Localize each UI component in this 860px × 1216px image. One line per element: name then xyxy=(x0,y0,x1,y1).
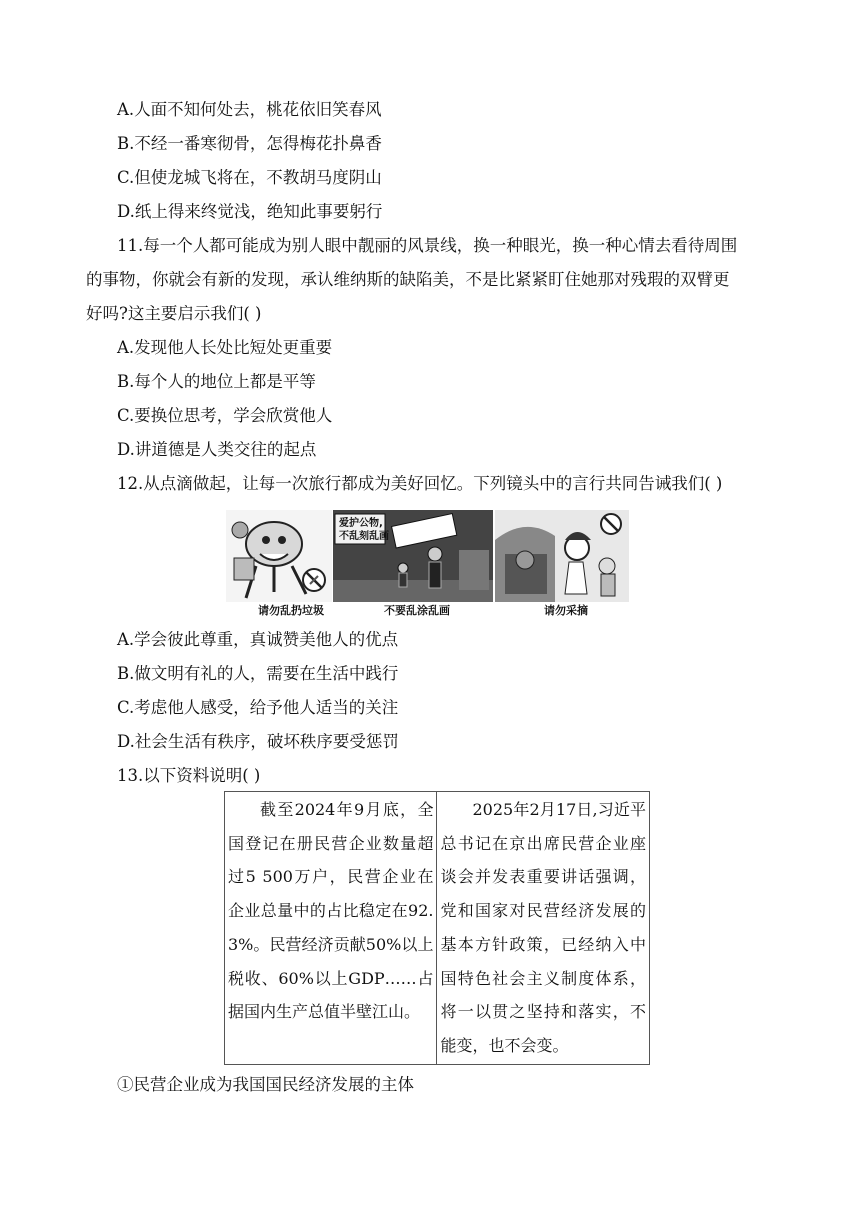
svg-text:爱护公物,: 爱护公物, xyxy=(339,518,383,529)
material-left: 截至2024年9月底，全国登记在册民营企业数量超过5 500万户，民营企业在企业总量中的占比稳定在92.3%。民营经济贡献50%以上税收、60%以上GDP……占据国内生产总值半壁江山。 xyxy=(225,792,437,1065)
q11-stem-line1: 11.每一个人都可能成为别人眼中靓丽的风景线，换一种眼光，换一种心情去看待周围 xyxy=(117,236,738,255)
q10-option-a: A.人面不知何处去，桃花依旧笑春风 xyxy=(117,100,382,119)
q12-option-b: B.做文明有礼的人，需要在生活中践行 xyxy=(117,664,399,683)
caption-panel-3: 请勿采摘 xyxy=(544,604,588,617)
svg-text:不乱刻乱画: 不乱刻乱画 xyxy=(339,531,389,542)
q11-stem-line3: 好吗?这主要启示我们( ) xyxy=(86,304,262,323)
q12-option-d: D.社会生活有秩序，破坏秩序要受惩罚 xyxy=(117,732,399,751)
q11-option-d: D.讲道德是人类交往的起点 xyxy=(117,440,317,459)
q13-stem: 13.以下资料说明( ) xyxy=(117,766,261,785)
q12-stem: 12.从点滴做起，让每一次旅行都成为美好回忆。下列镜头中的言行共同告诫我们( ) xyxy=(117,474,723,493)
q13-item-1: ①民营企业成为我国国民经济发展的主体 xyxy=(117,1075,414,1094)
caption-panel-2: 不要乱涂乱画 xyxy=(384,604,450,617)
caption-panel-1: 请勿乱扔垃圾 xyxy=(258,604,324,617)
q10-option-c: C.但使龙城飞将在，不教胡马度阴山 xyxy=(117,168,382,187)
q11-option-c: C.要换位思考，学会欣赏他人 xyxy=(117,406,333,425)
q10-option-d: D.纸上得来终觉浅，绝知此事要躬行 xyxy=(117,202,383,221)
material-right: 2025年2月17日,习近平总书记在京出席民营企业座谈会并发表重要讲话强调，党和国家对民营经济发展的基本方针政策，已经纳入中国特色社会主义制度体系，将一以贯之坚持和落实，不能变，也不会变。 xyxy=(437,792,650,1065)
q11-option-a: A.发现他人长处比短处更重要 xyxy=(117,338,333,357)
q11-stem-line2: 的事物，你就会有新的发现，承认维纳斯的缺陷美，不是比紧紧盯住她那对残瑕的双臂更 xyxy=(86,270,730,289)
q12-option-c: C.考虑他人感受，给予他人适当的关注 xyxy=(117,698,399,717)
q12-option-a: A.学会彼此尊重，真诚赞美他人的优点 xyxy=(117,630,399,649)
material-table xyxy=(224,791,650,1065)
q10-option-b: B.不经一番寒彻骨，怎得梅花扑鼻香 xyxy=(117,134,382,153)
q11-option-b: B.每个人的地位上都是平等 xyxy=(117,372,316,391)
